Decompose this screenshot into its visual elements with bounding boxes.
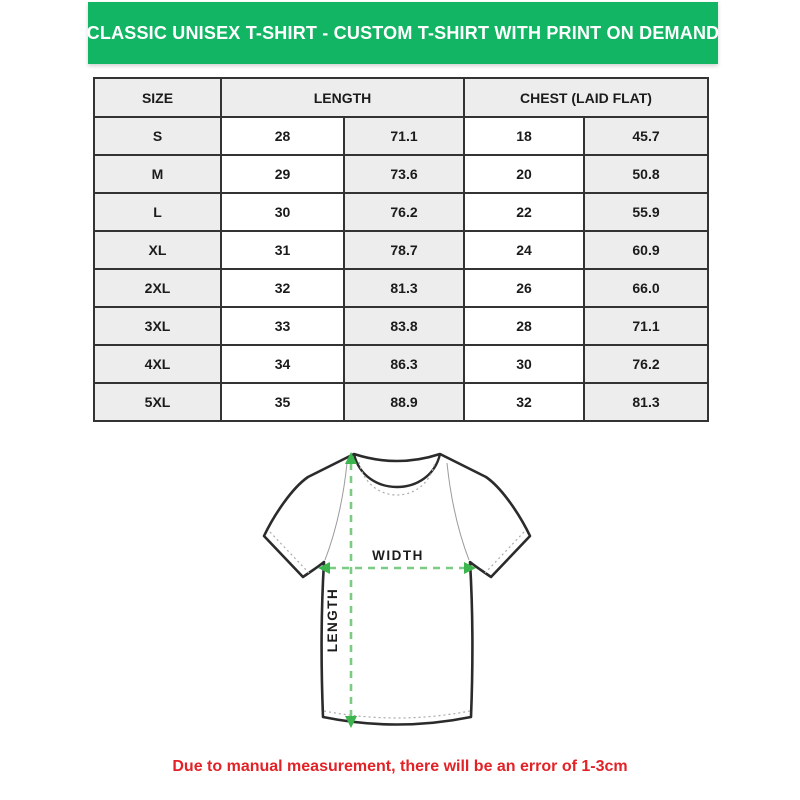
chest-cm-cell: 55.9 <box>584 193 708 231</box>
tshirt-illustration <box>240 430 560 750</box>
table-row <box>94 383 708 421</box>
chest-cm-cell: 81.3 <box>584 383 708 421</box>
length-cm-cell: 78.7 <box>344 231 464 269</box>
table-row <box>94 307 708 345</box>
table-row <box>94 269 708 307</box>
chest-in-cell: 26 <box>464 269 584 307</box>
page-title: CLASSIC UNISEX T-SHIRT - CUSTOM T-SHIRT WITH PRINT ON DEMAND <box>86 22 720 43</box>
length-cm-cell: 71.1 <box>344 117 464 155</box>
title-banner <box>88 2 718 64</box>
chest-in-cell: 20 <box>464 155 584 193</box>
col-header-length: LENGTH <box>221 78 464 117</box>
table-row <box>94 155 708 193</box>
size-cell: S <box>94 117 221 155</box>
length-cm-cell: 73.6 <box>344 155 464 193</box>
chest-cm-cell: 71.1 <box>584 307 708 345</box>
col-header-chest: CHEST (LAID FLAT) <box>464 78 708 117</box>
length-in-cell: 32 <box>221 269 344 307</box>
measurement-error-note: Due to manual measurement, there will be an error of 1-3cm <box>172 758 628 775</box>
chest-in-cell: 18 <box>464 117 584 155</box>
length-in-cell: 35 <box>221 383 344 421</box>
size-cell: XL <box>94 231 221 269</box>
chest-cm-cell: 66.0 <box>584 269 708 307</box>
chest-in-cell: 32 <box>464 383 584 421</box>
length-in-cell: 31 <box>221 231 344 269</box>
size-cell: 4XL <box>94 345 221 383</box>
header-row <box>94 78 708 117</box>
chest-cm-cell: 76.2 <box>584 345 708 383</box>
length-in-cell: 33 <box>221 307 344 345</box>
table-row <box>94 193 708 231</box>
size-cell: L <box>94 193 221 231</box>
width-label: WIDTH <box>372 548 424 563</box>
length-cm-cell: 81.3 <box>344 269 464 307</box>
length-label: LENGTH <box>325 587 340 653</box>
length-cm-cell: 86.3 <box>344 345 464 383</box>
chest-in-cell: 22 <box>464 193 584 231</box>
size-chart-table <box>93 77 709 422</box>
length-in-cell: 30 <box>221 193 344 231</box>
tshirt-outline <box>264 454 530 725</box>
length-in-cell: 28 <box>221 117 344 155</box>
chest-in-cell: 30 <box>464 345 584 383</box>
size-cell: 2XL <box>94 269 221 307</box>
length-cm-cell: 76.2 <box>344 193 464 231</box>
size-cell: 5XL <box>94 383 221 421</box>
table-row <box>94 345 708 383</box>
chest-cm-cell: 45.7 <box>584 117 708 155</box>
chest-in-cell: 28 <box>464 307 584 345</box>
length-cm-cell: 83.8 <box>344 307 464 345</box>
chest-in-cell: 24 <box>464 231 584 269</box>
length-in-cell: 34 <box>221 345 344 383</box>
size-cell: 3XL <box>94 307 221 345</box>
col-header-size: SIZE <box>94 78 221 117</box>
size-cell: M <box>94 155 221 193</box>
table-row <box>94 117 708 155</box>
chest-cm-cell: 50.8 <box>584 155 708 193</box>
chest-cm-cell: 60.9 <box>584 231 708 269</box>
length-in-cell: 29 <box>221 155 344 193</box>
length-cm-cell: 88.9 <box>344 383 464 421</box>
tshirt-measurement-diagram <box>240 430 560 750</box>
table-row <box>94 231 708 269</box>
